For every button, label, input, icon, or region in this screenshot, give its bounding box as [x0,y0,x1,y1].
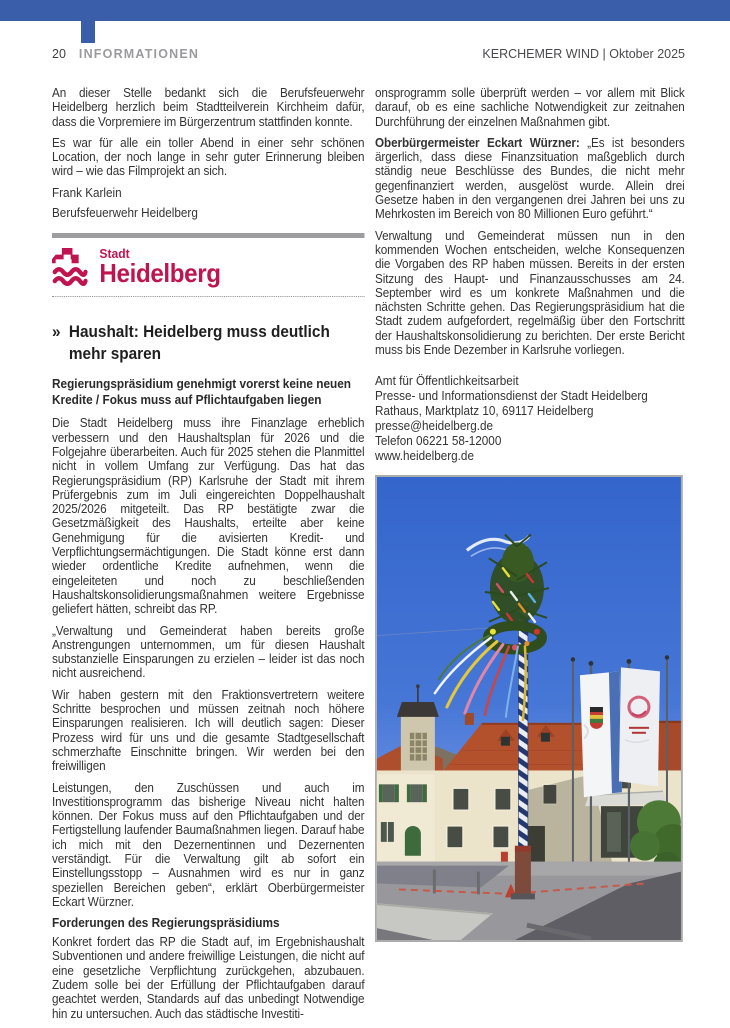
page-number: 20 [52,47,66,61]
dotted-divider [52,296,364,297]
logo-wordmark [99,246,221,289]
article-paragraph-continuation: onsprogramm solle überprüft werden – vor allem mit Blick darauf, ob es eine sachliche Notwendigkeit zur zeitnahen Durchführung der einzelnen Maßnahmen gibt. [375,86,685,129]
contact-website: www.heidelberg.de [375,449,474,464]
maibaum-photo-frame [375,475,683,942]
header-blue-tab [81,21,95,43]
article-paragraph: Wir haben gestern mit den Fraktionsvertretern weitere Schritte besprochen und müssen zeitnah noch höhere Einsparungen realisieren. Ich will deutlich sagen: Dieser Prozess wird für uns und die gesamte Stadtgesellschaft schmerzhafte Einschnitte bringen. Wir werden bei den freiwilligen [52,687,365,774]
mayor-quote-text: „Es ist besonders ärgerlich, dass diese Finanzsituation maßgeblich durch ständig neue Beschlüsse des Bundes, die nicht mehr gegenfinanziert werden, ausgelöst wurde. Allein drei Gesetze haben in den vergangenen drei Jahren bei uns zu Mehrkosten im Bereich von 80 Millionen Euro geführt.“ [375,135,685,222]
article-paragraph: Die Stadt Heidelberg muss ihre Finanzlage erheblich verbessern und den Haushaltsplan für 2026 und die Folgejahre überarbeiten. Auch für 2025 stehen die Planmittel nicht in vollem Umfang zur Verfügung. Das hat das Regierungspräsidium (RP) Karlsruhe der Stadt mit ihrem Prüfergebnis zum im Juli eingereichten Doppelhaushalt 2025/2026 mitgeteilt. Das RP bestätigte zwar die Gesetzmäßigkeit des Haushalts, erteilte aber keine Genehmigung für die avisierten Kredit- und Verpflichtungsermächtigungen. Die Stadt könne erst dann wieder ordentliche Kredite aufnehmen, wenn die eingeleiteten und noch zu beschließenden Haushaltskonsolidierungsmaßnahmen weitere Ergebnisse geliefert hätten, schreibt das RP. [52,416,365,617]
contact-phone: Telefon 06221 58-12000 [375,434,502,449]
mayor-quote-paragraph [375,136,685,222]
logo-word-stadt: Stadt [99,246,130,262]
gray-divider-bar [52,233,364,238]
maibaum-photo [377,477,681,940]
left-column [52,86,364,1028]
mayor-quote-lead: Oberbürgermeister Eckart Würzner: [375,135,580,150]
heidelberg-bridge-gate-icon [52,248,89,286]
page-header [52,47,685,61]
contact-service: Presse- und Informationsdienst der Stadt Heidelberg [375,389,648,404]
contact-dept: Amt für Öffentlichkeitsarbeit [375,374,519,389]
right-column [375,86,685,942]
article-headline [52,321,364,365]
contact-address: Rathaus, Marktplatz 10, 69117 Heidelberg [375,404,594,419]
header-blue-bar [0,0,730,21]
feuerwehr-paragraph-2: Es war für alle ein toller Abend in einer sehr schönen Location, der noch lange in sehr guter Erinnerung bleiben wird – wie das Filmprojekt an sich. [52,135,365,179]
contact-email: presse@heidelberg.de [375,419,494,434]
signature-name: Frank Karlein [52,185,122,200]
issue-label: KERCHEMER WIND | Oktober 2025 [482,47,685,61]
feuerwehr-paragraph-1: An dieser Stelle bedankt sich die Berufsfeuerwehr Heidelberg herzlich beim Stadtteilverein Kirchheim dafür, dass die Vorpremiere im Bürgerzentrum stattfinden konnte. [52,86,365,129]
article-paragraph: Konkret fordert das RP die Stadt auf, im Ergebnishaushalt Subventionen und andere freiwillige Leistungen, die nicht auf eine gesetzliche Verpflichtung zurückgehen, abzubauen. Zudem solle bei der Erfüllung der Pflichtaufgaben darauf geachtet werden, Standards auf das unbedingt Notwendige hin zu untersuchen. Auch das städtische Investiti- [52,935,365,1021]
stadt-heidelberg-logo [52,246,364,289]
article-paragraph: Verwaltung und Gemeinderat müssen nun in den kommenden Wochen entscheiden, welche Konsequenzen die Vorgaben des RP haben müssen. Bereits in der ersten Sitzung des Haupt- und Finanzausschusses am 24. September wird es um konkrete Maßnahmen und die nächsten Schritte gehen. Das Regierungspräsidium hat die Stadt zudem aufgefordert, regelmäßig über den Fortschritt der Haushaltskonsolidierung zu berichten. Der erste Bericht muss bis Ende Dezember in Karlsruhe vorliegen. [375,228,685,358]
contact-block [375,374,685,464]
article-paragraph: „Verwaltung und Gemeinderat haben bereits große Anstrengungen unternommen, um für diesen Haushalt substanzielle Einsparungen zu erzielen – leider ist das noch nicht ausreichend. [52,623,365,681]
headline-marker: » [52,323,61,342]
article-subhead: Forderungen des Regierungspräsidiums [52,916,280,931]
signature-org: Berufsfeuerwehr Heidelberg [52,206,198,221]
logo-word-heidelberg: Heidelberg [99,258,221,289]
article-subtitle: Regierungspräsidium genehmigt vorerst keine neuen Kredite / Fokus muss auf Pflichtaufgaben liegen [52,377,351,407]
article-paragraph: Leistungen, den Zuschüssen und auch im Investitionsprogramm das bisherige Niveau nicht halten können. Der Fokus muss auf den Pflichtaufgaben und der Fertigstellung laufender Baumaßnahmen liegen. Darauf habe ich mich mit den Dezernentinnen und Dezernenten verständigt. Für die Verwaltung gilt ab sofort ein Einstellungsstopp – Ausnahmen wird es nur in ganz speziellen Bereichen geben“, erklärt Oberbürgermeister Eckart Würzner. [52,780,365,909]
section-label: INFORMATIONEN [78,47,200,61]
headline-text: Haushalt: Heidelberg muss deutlich mehr sparen [68,323,330,364]
